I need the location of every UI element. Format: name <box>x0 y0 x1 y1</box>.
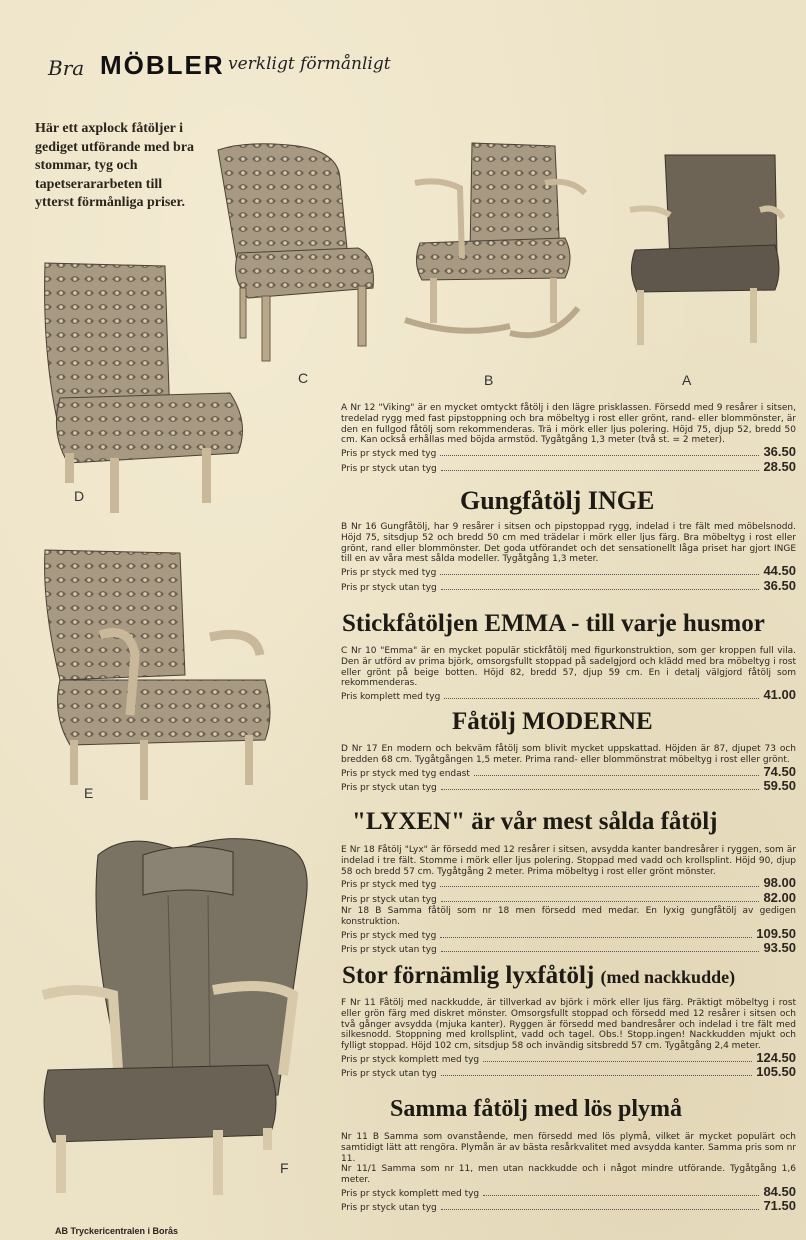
price-label: Pris pr styck med tyg <box>341 930 437 941</box>
dot-leader <box>441 470 760 471</box>
price-row <box>341 889 796 907</box>
item-b <box>341 522 796 594</box>
price-amount: 71.50 <box>763 1198 796 1214</box>
price-amount: 44.50 <box>763 563 796 579</box>
label-d: D <box>74 488 85 504</box>
heading-b: Gungfåtölj INGE <box>460 486 655 515</box>
item-e <box>341 845 796 957</box>
dot-leader <box>441 789 760 790</box>
price-row <box>341 925 796 943</box>
price-amount: 93.50 <box>763 940 796 956</box>
item-e-text: E Nr 18 Fåtölj "Lyx" är försedd med 12 resårer i sitsen, avsydda kanter bandresårer i ryggen, som är indelad i tre fält. Stomme i mörk eller ljus polering. Stoppad med vadd och krollsplint. Höjd 90, djup 58 och bredd 57 cm. Tygåtgång 2 meter. Prima möbeltyg i rost eller grönt mönster. <box>341 845 796 877</box>
dot-leader <box>483 1061 752 1062</box>
price-label: Pris pr styck utan tyg <box>341 783 437 794</box>
chair-a-image <box>625 150 785 350</box>
heading-e: "LYXEN" är vår mest sålda fåtölj <box>352 808 718 835</box>
dot-leader <box>441 901 760 902</box>
price-label: Pris pr styck med tyg <box>341 449 437 460</box>
label-b: B <box>484 372 494 388</box>
chair-b-image <box>400 138 600 348</box>
dot-leader <box>441 1075 752 1076</box>
item-e-text2: Nr 18 B Samma fåtölj som nr 18 men försedd med medar. En lyxig gungfåtölj av gedigen konstruktion. <box>341 906 796 928</box>
price-label: Pris pr styck komplett med tyg <box>341 1054 480 1065</box>
price-row <box>341 689 796 704</box>
item-b-text: B Nr 16 Gungfåtölj, har 9 resårer i sitsen och pipstoppad rygg, indelad i tre fält med möbelsnodd. Höjd 75, sitsdjup 52 och bredd 50 cm med trädelar i mörk eller ljus färg. Bra möbeltyg i rost eller grönt, rand eller blommönster. Det goda utförandet och det sensationellt låga priset har gjort INGE till en av våra mest sålda modeller. Tygåtgång 1,3 meter. <box>341 522 796 565</box>
price-amount: 36.50 <box>763 577 796 593</box>
price-label: Pris pr styck med tyg <box>341 880 437 891</box>
heading-d: Fåtölj MODERNE <box>452 708 653 735</box>
price-row <box>341 942 796 957</box>
price-label: Pris pr styck utan tyg <box>341 1069 437 1080</box>
item-a <box>341 403 796 475</box>
price-label: Pris pr styck komplett med tyg <box>341 1188 480 1199</box>
price-amount: 36.50 <box>763 444 796 460</box>
price-amount: 41.00 <box>763 687 796 703</box>
price-row <box>341 1200 796 1215</box>
price-amount: 98.00 <box>763 875 796 891</box>
dot-leader <box>440 574 759 575</box>
price-row <box>341 577 796 595</box>
price-row <box>341 446 796 461</box>
printer-credit: AB Tryckericentralen i Borås <box>55 1226 179 1236</box>
price-row <box>341 1066 796 1081</box>
price-row <box>341 763 796 781</box>
chair-d-image <box>40 258 250 518</box>
item-f-text: F Nr 11 Fåtölj med nackkudde, är tillverkad av björk i mörk eller ljus färg. Präktigt möbeltyg i rost eller grön färg med diskret mönster. Omsorgsfullt stoppad och försedd med 12 resårer i sitsen och två gånger avsydda (mjuka kanter). Ryggen är försedd med bandresårer och indelad i tre fält med silkesnodd. Stoppning med krollsplint, vadd och tagel. Obs.! Stopp.ingen! Nackkudden mjukt och fylligt stoppad. Höjd 102 cm, sitsdjup 58 och invändig sitsbredd 57 cm. Tygåtgång 2,4 meter. <box>341 998 796 1052</box>
dot-leader <box>440 886 759 887</box>
item-d-text: D Nr 17 En modern och bekväm fåtölj som blivit mycket uppskattad. Höjden är 87, djupet 73 och bredden 68 cm. Tygåtgången 1,5 meter. Prima rand- eller blommönstrat möbeltyg i rost eller grönt. <box>341 744 796 765</box>
price-label: Pris pr styck utan tyg <box>341 582 437 593</box>
page-title <box>48 42 408 102</box>
price-row <box>341 458 796 476</box>
item-d <box>341 744 796 795</box>
price-amount: 84.50 <box>763 1183 796 1199</box>
price-row <box>341 780 796 795</box>
item-c-text: C Nr 10 "Emma" är en mycket populär stickfåtölj med figurkonstruktion, som ger kroppen full vila. Den är utförd av prima björk, omsorgsfullt stoppad på sadelgjord och klädd med bra möbeltyg i rost eller grönt på beige botten. Höjd 82, bredd 57, djup 59 cm. En i detalj välgjord fåtölj som rekommenderas. <box>341 646 796 689</box>
item-g-text: Nr 11 B Samma som ovanstående, men försedd med lös plymå, vilket är mycket populärt och samtidigt lätt att rengöra. Plymån är av bästa resårkvalitet med avsydda kanter. Samma pris som nr 11. <box>341 1132 796 1164</box>
price-row <box>341 1049 796 1067</box>
price-amount: 124.50 <box>756 1049 796 1065</box>
label-e: E <box>84 785 94 801</box>
chair-f-image <box>38 830 313 1210</box>
label-a: A <box>682 372 692 388</box>
price-amount: 28.50 <box>763 458 796 474</box>
price-amount: 82.00 <box>763 889 796 905</box>
label-f: F <box>280 1160 289 1176</box>
dot-leader <box>441 589 760 590</box>
heading-f <box>342 962 735 990</box>
dot-leader <box>441 1209 760 1210</box>
intro-text: Här ett axplock fåtöljer i gediget utförande med bra stommar, tyg och tapetserararbeten till ytterst förmånliga priser. <box>35 121 195 210</box>
price-label: Pris pr styck utan tyg <box>341 463 437 474</box>
title-main: MÖBLER <box>100 50 225 80</box>
heading-f-main: Stor förnämlig lyxfåtölj <box>342 962 595 989</box>
price-row <box>341 565 796 580</box>
price-row <box>341 877 796 892</box>
price-label: Pris pr styck utan tyg <box>341 894 437 905</box>
dot-leader <box>440 455 759 456</box>
price-label: Pris pr styck utan tyg <box>341 945 437 956</box>
price-row <box>341 1183 796 1201</box>
price-label: Pris pr styck med tyg <box>341 568 437 579</box>
price-amount: 105.50 <box>756 1064 796 1080</box>
price-amount: 74.50 <box>763 763 796 779</box>
price-amount: 109.50 <box>756 925 796 941</box>
price-label: Pris pr styck utan tyg <box>341 1203 437 1214</box>
item-f <box>341 998 796 1081</box>
label-c: C <box>298 370 309 386</box>
item-g <box>341 1132 796 1215</box>
chair-e-image <box>40 545 275 810</box>
heading-f-small: (med nackkudde) <box>600 967 736 987</box>
item-c <box>341 646 796 704</box>
price-label: Pris pr styck med tyg endast <box>341 768 470 779</box>
price-label: Pris komplett med tyg <box>341 692 441 703</box>
heading-g: Samma fåtölj med lös plymå <box>390 1096 682 1122</box>
dot-leader <box>483 1195 759 1196</box>
heading-c: Stickfåtöljen EMMA - till varje husmor <box>342 610 765 637</box>
dot-leader <box>444 698 759 699</box>
item-g-text2: Nr 11/1 Samma som nr 11, men utan nackkudde och i något mindre utförande. Tygåtgång 1,6 meter. <box>341 1164 796 1186</box>
dot-leader <box>441 951 760 952</box>
item-a-text: A Nr 12 "Viking" är en mycket omtyckt fåtölj i den lägre prisklassen. Försedd med 9 resårer i sitsen, tredelad rygg med fast pipstoppning och bra möbeltyg i rost eller grönt, rand- eller blommönster, är den en fullgod fåtölj som rekommenderas. Trä i mörk eller ljus polering. Höjd 75, djup 52, bredd 50 cm. Kan också erhållas med böjda armstöd. Tygåtgång 1,3 meter (två st. = 2 meter). <box>341 403 796 446</box>
price-amount: 59.50 <box>763 778 796 794</box>
title-script-left: Bra <box>48 56 85 80</box>
dot-leader <box>474 775 760 776</box>
dot-leader <box>440 937 752 938</box>
title-script-right: verkligt förmånligt <box>228 54 391 74</box>
